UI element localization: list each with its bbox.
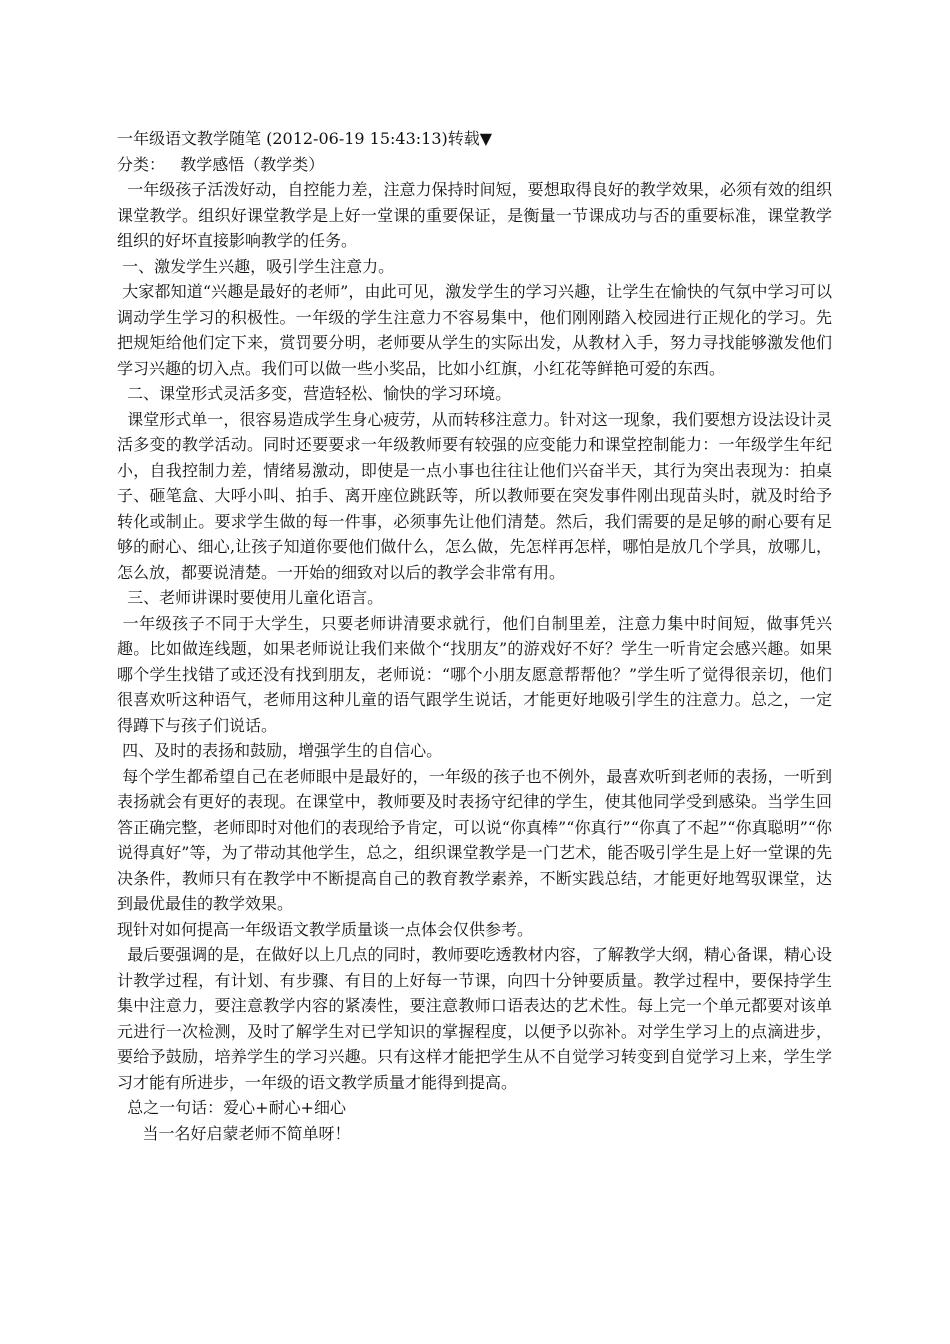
document-page bbox=[117, 126, 832, 1146]
document-category: 分类： 教学感悟（教学类） bbox=[117, 154, 325, 174]
paragraph-conclusion: 最后要强调的是，在做好以上几点的同时，教师要吃透教材内容，了解教学大纲，精心备课，精心设计教学过程，有计划、有步骤、有目的上好每一节课，向四十分钟要质量。教学过程中，要保持学生集中注意力，要注意教学内容的紧凑性，要注意教师口语表达的艺术性。每上完一个单元都要对该单元进行一次检测，及时了解学生对已学知识的掌握程度，以便予以弥补。对学生学习上的点滴进步，要给予鼓励，培养学生的学习兴趣。只有这样才能把学生从不自觉学习转变到自觉学习上来，学生学习才能有所进步，一年级的语文教学质量才能得到提高。 bbox=[117, 945, 832, 1092]
paragraph-reference: 现针对如何提高一年级语文教学质量谈一点体会仅供参考。 bbox=[117, 919, 534, 939]
paragraph-intro: 一年级孩子活泼好动，自控能力差，注意力保持时间短，要想取得良好的教学效果，必须有效的组织课堂教学。组织好课堂教学是上好一堂课的重要保证，是衡量一节课成功与否的重要标准，课堂教学组织的好坏直接影响教学的任务。 bbox=[117, 180, 832, 250]
paragraph-section-4: 每个学生都希望自己在老师眼中是最好的，一年级的孩子也不例外，最喜欢听到老师的表扬，一听到表扬就会有更好的表现。在课堂中，教师要及时表扬守纪律的学生，使其他同学受到感染。当学生回答正确完整，老师即时对他们的表现给予肯定，可以说“你真棒”“你真行”“你真了不起”“你真聪明”“你说得真好”等，为了带动其他学生，总之，组织课堂教学是一门艺术，能否吸引学生是上好一堂课的先决条件，教师只有在教学中不断提高自己的教育教学素养，不断实践总结，才能更好地驾驭课堂，达到最优最佳的教学效果。 bbox=[117, 766, 832, 913]
section-heading-2: 二、课堂形式灵活多变，营造轻松、愉快的学习环境。 bbox=[117, 384, 512, 403]
summary-line: 总之一句话：爱心+耐心+细心 bbox=[117, 1098, 346, 1117]
section-heading-1: 一、激发学生兴趣，吸引学生注意力。 bbox=[117, 256, 395, 276]
section-heading-3: 三、老师讲课时要使用儿童化语言。 bbox=[117, 588, 384, 607]
paragraph-section-2: 课堂形式单一，很容易造成学生身心疲劳，从而转移注意力。针对这一现象，我们要想方设法设计灵活多变的教学活动。同时还要要求一年级教师要有较强的应变能力和课堂控制能力：一年级学生年纪小，自我控制力差，情绪易激动，即使是一点小事也往往让他们兴奋半天，其行为突出表现为：拍桌子、砸笔盒、大呼小叫、拍手、离开座位跳跃等，所以教师要在突发事件刚出现苗头时，就及时给予转化或制止。要求学生做的每一件事，必须事先让他们清楚。然后，我们需要的是足够的耐心要有足够的耐心、细心,让孩子知道你要他们做什么，怎么做，先怎样再怎样，哪怕是放几个学具，放哪儿，怎么放，都要说清楚。一开始的细致对以后的教学会非常有用。 bbox=[117, 409, 832, 582]
document-title: 一年级语文教学随笔 (2012-06-19 15:43:13)转载▼ bbox=[117, 129, 493, 148]
closing-line: 当一名好启蒙老师不简单呀！ bbox=[117, 1123, 351, 1143]
paragraph-section-3: 一年级孩子不同于大学生，只要老师讲清要求就行，他们自制里差，注意力集中时间短，做事凭兴趣。比如做连线题，如果老师说让我们来做个“找朋友”的游戏好不好？学生一听肯定会感兴趣。如果哪个学生找错了或还没有找到朋友，老师说：“哪个小朋友愿意帮帮他？”学生听了觉得很亲切，他们很喜欢听这种语气，老师用这种儿童的语气跟学生说话，才能更好地吸引学生的注意力。总之，一定得蹲下与孩子们说话。 bbox=[117, 613, 832, 735]
paragraph-section-1: 大家都知道“兴趣是最好的老师”，由此可见，激发学生的学习兴趣，让学生在愉快的气氛中学习可以调动学生学习的积极性。一年级的学生注意力不容易集中，他们刚刚踏入校园进行正规化的学习。先把规矩给他们定下来，赏罚要分明，老师要从学生的实际出发，从教材入手，努力寻找能够激发他们学习兴趣的切入点。我们可以做一些小奖品，比如小红旗，小红花等鲜艳可爱的东西。 bbox=[117, 282, 832, 378]
section-heading-4: 四、及时的表扬和鼓励，增强学生的自信心。 bbox=[117, 741, 443, 760]
